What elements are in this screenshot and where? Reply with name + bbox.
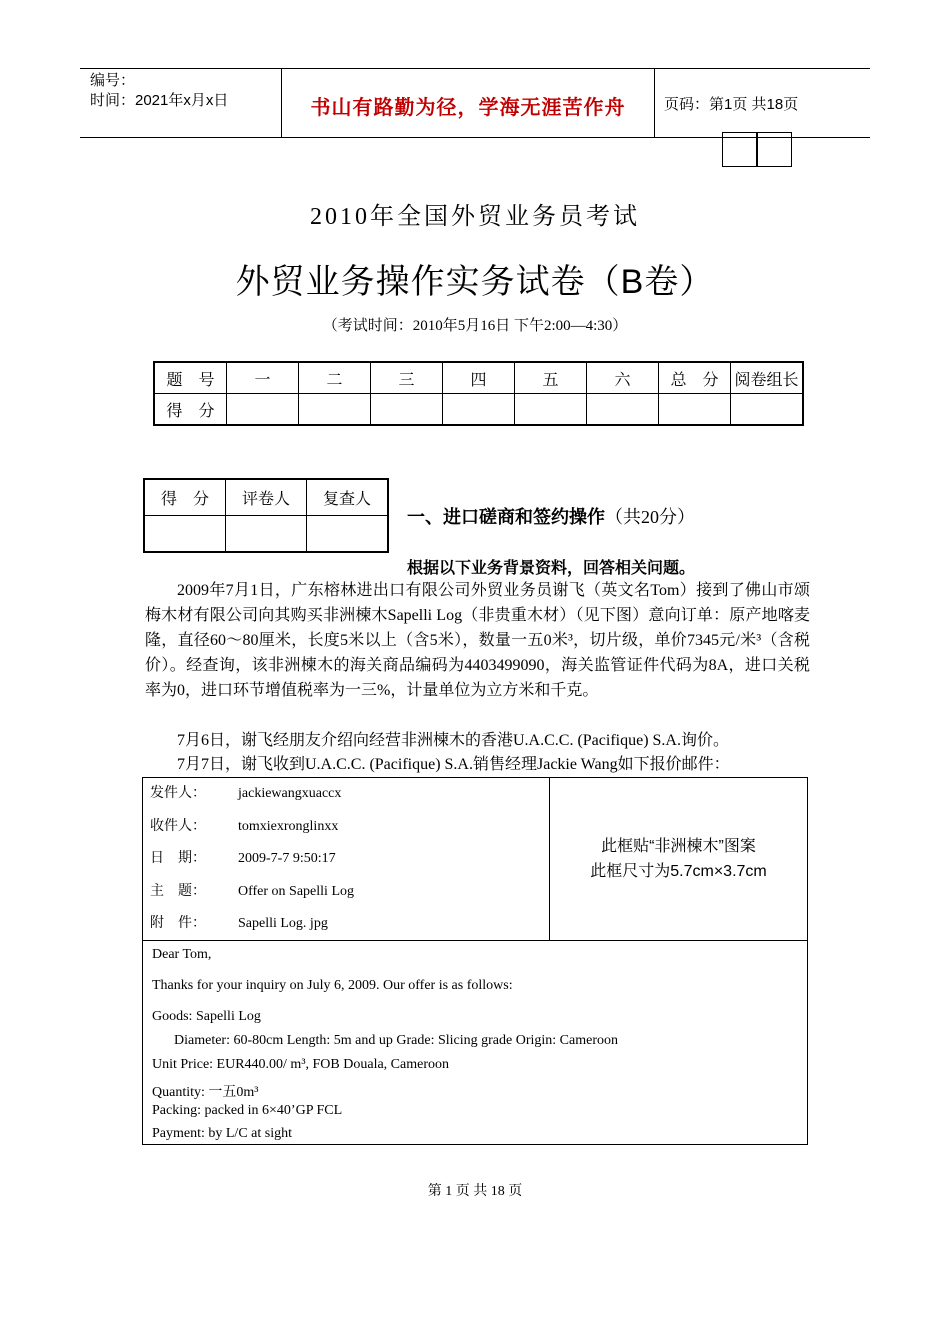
score-input-cell[interactable] [443, 394, 515, 426]
background-paragraph: 7月7日，谢飞收到U.A.C.C. (Pacifique) S.A.销售经理Jackie Wang如下报价邮件： [177, 756, 730, 773]
score-input-cell[interactable] [587, 394, 659, 426]
email-field-value: tomxiexronglinxx [238, 819, 339, 834]
email-field-label: 发件人： [150, 786, 206, 801]
paper-title: 外贸业务操作实务试卷（B卷） [235, 263, 715, 301]
score-cell: 一 [227, 362, 299, 394]
email-body-line: Thanks for your inquiry on July 6, 2009. Our offer is as follows: [152, 978, 513, 993]
email-divider [143, 940, 807, 941]
score-cell: 四 [443, 362, 515, 394]
image-note-line: 此框尺寸为5.7cm×3.7cm [590, 863, 767, 880]
header-page-info: 页码：第1页 共18页 [664, 96, 799, 113]
grader-header-row [144, 479, 388, 516]
score-cell: 六 [587, 362, 659, 394]
email-body-line: Quantity: 一五0m³ [152, 1085, 259, 1100]
small-box [722, 132, 758, 167]
email-body-line: Payment: by L/C at sight [152, 1126, 292, 1141]
section-heading [407, 503, 695, 529]
email-field-subject [150, 880, 354, 900]
grader-cell: 复查人 [307, 479, 389, 516]
score-cell: 题 号 [154, 362, 227, 394]
grader-input-cell[interactable] [144, 516, 226, 553]
image-placeholder-note [550, 834, 807, 884]
email-body-line: Unit Price: EUR440.00/ m³, FOB Douala, Cameroon [152, 1057, 450, 1072]
email-box [142, 777, 808, 1145]
header-divider [654, 69, 655, 137]
grader-input-row [144, 516, 388, 553]
email-body-line: Packing: packed in 6×40’GP FCL [152, 1103, 343, 1118]
score-table [153, 361, 804, 426]
email-field-value: Offer on Sapelli Log [238, 884, 354, 899]
score-table-header-row [154, 362, 803, 394]
background-paragraph: 7月6日，谢飞经朋友介绍向经营非洲楝木的香港U.A.C.C. (Pacifique) S.A.询价。 [177, 732, 729, 749]
score-cell: 三 [371, 362, 443, 394]
score-input-cell[interactable] [731, 394, 804, 426]
email-body-line: Goods: Sapelli Log [152, 1009, 261, 1024]
score-row-label: 得 分 [154, 394, 227, 426]
email-field-to [150, 815, 338, 835]
code-label: 编号： [90, 72, 136, 89]
exam-time: （考试时间：2010年5月16日 下午2:00—4:30） [322, 318, 628, 334]
email-field-attachment [150, 912, 328, 932]
time-label: 时间：2021年x月x日 [90, 92, 229, 109]
email-field-date [150, 847, 336, 867]
header-motto: 书山有路勤为径，学海无涯苦作舟 [310, 97, 626, 119]
email-field-label: 日 期： [150, 851, 206, 866]
email-field-label: 收件人： [150, 819, 206, 834]
email-field-value: jackiewangxuaccx [238, 786, 342, 801]
grader-input-cell[interactable] [226, 516, 307, 553]
email-field-value: 2009-7-7 9:50:17 [238, 851, 336, 866]
score-input-cell[interactable] [299, 394, 371, 426]
section-instruction: 根据以下业务背景资料，回答相关问题。 [407, 560, 696, 577]
score-table-score-row [154, 394, 803, 426]
email-field-from [150, 782, 341, 802]
score-input-cell[interactable] [371, 394, 443, 426]
background-paragraph: 2009年7月1日，广东榕林进出口有限公司外贸业务员谢飞（英文名Tom）接到了佛山市颂梅木材有限公司向其购买非洲楝木Sapelli Log（非贵重木材）（见下图）意向订单：原产地喀麦隆，直径60～80厘米，长度5米以上（含5米），数量一五0米³，切片级，单价7345元/米³（含税价）。经查询，该非洲楝木的海关商品编码为4403499090，海关监管证件代码为8A，进口关税率为0，进口环节增值税率为一三%，计量单位为立方米和千克。 [145, 582, 810, 699]
exam-title: 2010年全国外贸业务员考试 [310, 204, 640, 230]
email-field-label: 附 件： [150, 916, 206, 931]
score-cell: 阅卷组长 [731, 362, 804, 394]
grader-table [143, 478, 389, 553]
email-field-label: 主 题： [150, 884, 206, 899]
email-field-value: Sapelli Log. jpg [238, 916, 328, 931]
section-points: （共20分） [605, 507, 695, 527]
header-meta [90, 71, 228, 111]
score-cell: 总 分 [659, 362, 731, 394]
score-cell: 五 [515, 362, 587, 394]
score-input-cell[interactable] [227, 394, 299, 426]
grader-input-cell[interactable] [307, 516, 389, 553]
score-cell: 二 [299, 362, 371, 394]
section-title: 一、进口磋商和签约操作 [407, 507, 605, 527]
small-box [756, 132, 792, 167]
score-input-cell[interactable] [659, 394, 731, 426]
score-input-cell[interactable] [515, 394, 587, 426]
grader-cell: 评卷人 [226, 479, 307, 516]
grader-cell: 得 分 [144, 479, 226, 516]
image-note-line: 此框贴“非洲楝木”图案 [601, 838, 756, 855]
email-body-line: Dear Tom, [152, 947, 212, 962]
email-body-line: Diameter: 60-80cm Length: 5m and up Grade: Slicing grade Origin: Cameroon [174, 1033, 618, 1048]
document-header [80, 68, 870, 138]
page-footer: 第 1 页 共 18 页 [427, 1184, 523, 1199]
